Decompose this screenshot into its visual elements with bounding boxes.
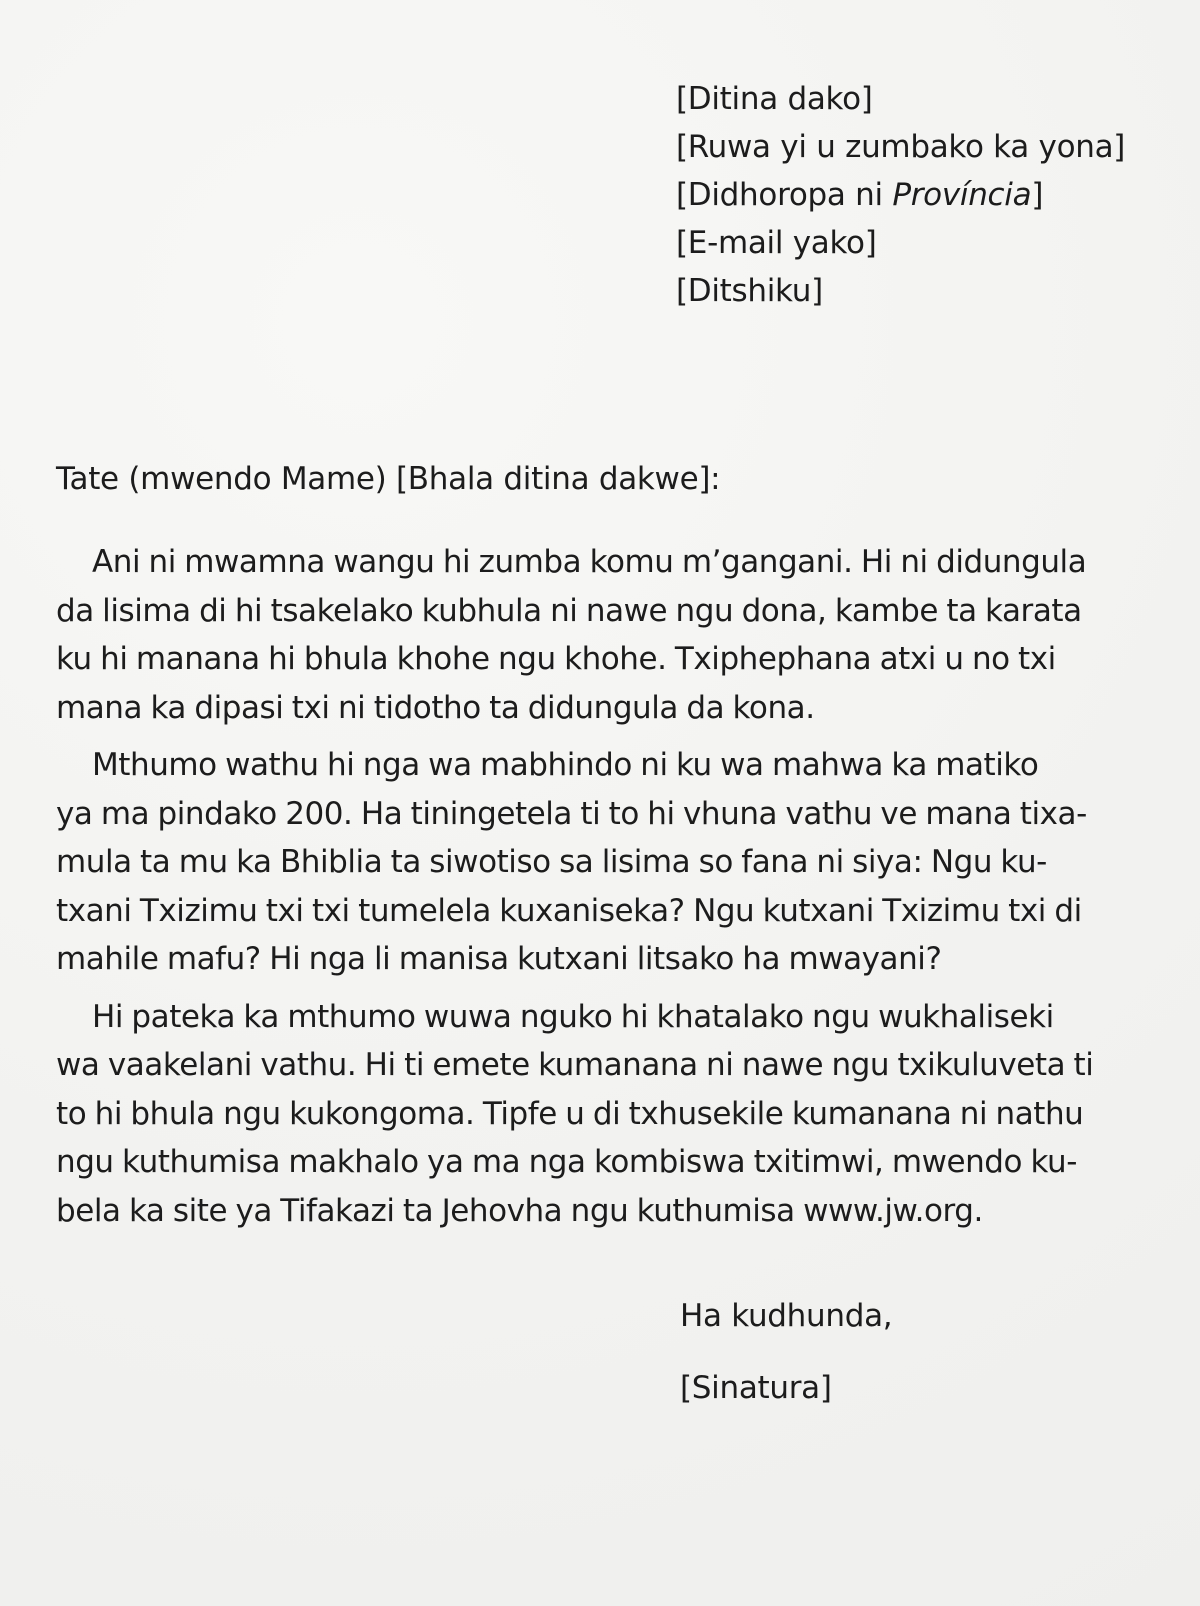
salutation: Tate (mwendo Mame) [Bhala ditina dakwe]: [56,461,721,497]
body-line: Hi pateka ka mthumo wuwa nguko hi khatalako ngu wukhaliseki [92,998,1054,1035]
body-line: ya ma pindako 200. Ha tiningetela ti to hi vhuna vathu ve mana tixa- [56,795,1087,832]
signature-placeholder: [Sinatura] [680,1370,832,1406]
paragraph-2 [56,741,1156,984]
body-line: ngu kuthumisa makhalo ya ma nga kombiswa txitimwi, mwendo ku- [56,1144,1077,1180]
sender-city-prefix: [Didhoropa ni [676,177,893,213]
body-line: mahile mafu? Hi nga li manisa kutxani litsako ha mwayani? [56,941,942,977]
body-line: bela ka site ya Tifakazi ta Jehovha ngu kuthumisa www.jw.org. [56,1192,983,1229]
paragraph-1 [56,538,1156,732]
body-line: ku hi manana hi bhula khohe ngu khohe. Txiphephana atxi u no txi [56,641,1056,677]
sender-street: [Ruwa yi u zumbako ka yona] [676,129,1126,165]
body-line: da lisima di hi tsakelako kubhula ni nawe ngu dona, kambe ta karata [56,592,1082,629]
body-line: txani Txizimu txi txi tumelela kuxaniseka? Ngu kutxani Txizimu txi di [56,892,1082,929]
body-line: mana ka dipasi txi ni tidotho ta didungula da kona. [56,689,815,726]
sender-email: [E-mail yako] [676,225,877,261]
body-line: mula ta mu ka Bhiblia ta siwotiso sa lisima so fana ni siya: Ngu ku- [56,844,1047,880]
letter-date: [Ditshiku] [676,273,823,309]
sender-city [676,171,1125,219]
body-line: to hi bhula ngu kukongoma. Tipfe u di txhusekile kumanana ni nathu [56,1095,1084,1132]
sender-address-block [676,75,1125,315]
paragraph-3 [56,993,1156,1236]
body-line: Mthumo wathu hi nga wa mabhindo ni ku wa mahwa ka matiko [92,747,1039,783]
body-line: Ani ni mwamna wangu hi zumba komu m’gangani. Hi ni didungula [92,544,1087,580]
closing: Ha kudhunda, [680,1298,893,1334]
body-line: wa vaakelani vathu. Hi ti emete kumanana ni nawe ngu txikuluveta ti [56,1047,1094,1083]
sender-province: Província [892,177,1032,213]
letter-body [56,538,1156,1244]
sender-city-suffix: ] [1031,177,1044,213]
sender-name: [Ditina dako] [676,81,873,117]
